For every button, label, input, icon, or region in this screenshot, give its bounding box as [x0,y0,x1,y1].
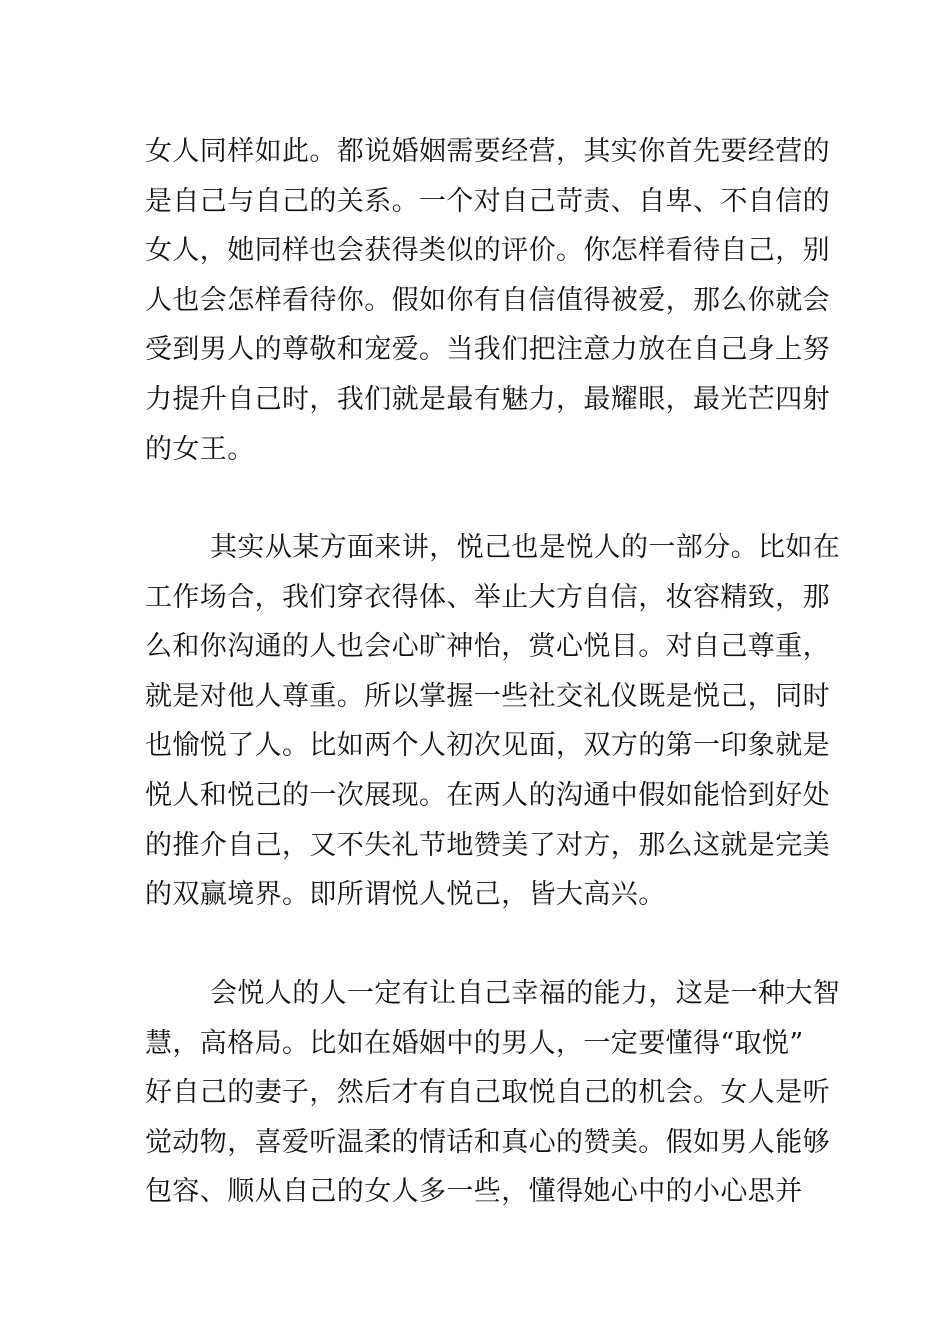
text-line: 的双赢境界。即所谓悦人悦己，皆大高兴。 [145,879,666,911]
text-line: 女人同样如此。都说婚姻需要经营，其实你首先要经营的 [145,136,830,167]
text-line: 工作场合，我们穿衣得体、举止大方自信，妆容精致，那 [145,581,830,613]
text-line: 会悦人的人一定有让自己幸福的能力，这是一种大智 [210,978,841,1009]
text-line: 么和你沟通的人也会心旷神怡，赏心悦目。对自己尊重， [145,631,830,663]
text-line: 觉动物，喜爱听温柔的情话和真心的赞美。假如男人能够 [145,1126,830,1158]
text-line: 的推介自己，又不失礼节地赞美了对方，那么这就是完美 [145,829,830,861]
text-line: 就是对他人尊重。所以掌握一些社交礼仪既是悦己，同时 [145,680,830,712]
paragraph-3 [145,969,841,1217]
text-line: 人也会怎样看待你。假如你有自信值得被爱，那么你就会 [145,284,830,316]
paragraph-2 [145,523,841,920]
text-line: 也愉悦了人。比如两个人初次见面，双方的第一印象就是 [145,730,830,762]
text-line: 其实从某方面来讲，悦己也是悦人的一部分。比如在 [210,532,841,563]
text-line: 女人，她同样也会获得类似的评价。你怎样看待自己，别 [145,235,830,267]
text-line: 好自己的妻子，然后才有自己取悦自己的机会。女人是听 [145,1077,830,1109]
text-line: 的女王。 [145,433,255,465]
text-line: 悦人和悦己的一次展现。在两人的沟通中假如能恰到好处 [145,779,830,811]
text-line: 力提升自己时，我们就是最有魅力，最耀眼，最光芒四射 [145,383,830,415]
text-line: 受到男人的尊敬和宠爱。当我们把注意力放在自己身上努 [145,334,830,366]
text-line: 是自己与自己的关系。一个对自己苛责、自卑、不自信的 [145,185,830,217]
paragraph-1 [145,127,830,474]
text-line: 包容、顺从自己的女人多一些，懂得她心中的小心思并 [145,1176,803,1208]
text-line: 慧，高格局。比如在婚姻中的男人，一定要懂得“取悦” [145,1027,804,1059]
